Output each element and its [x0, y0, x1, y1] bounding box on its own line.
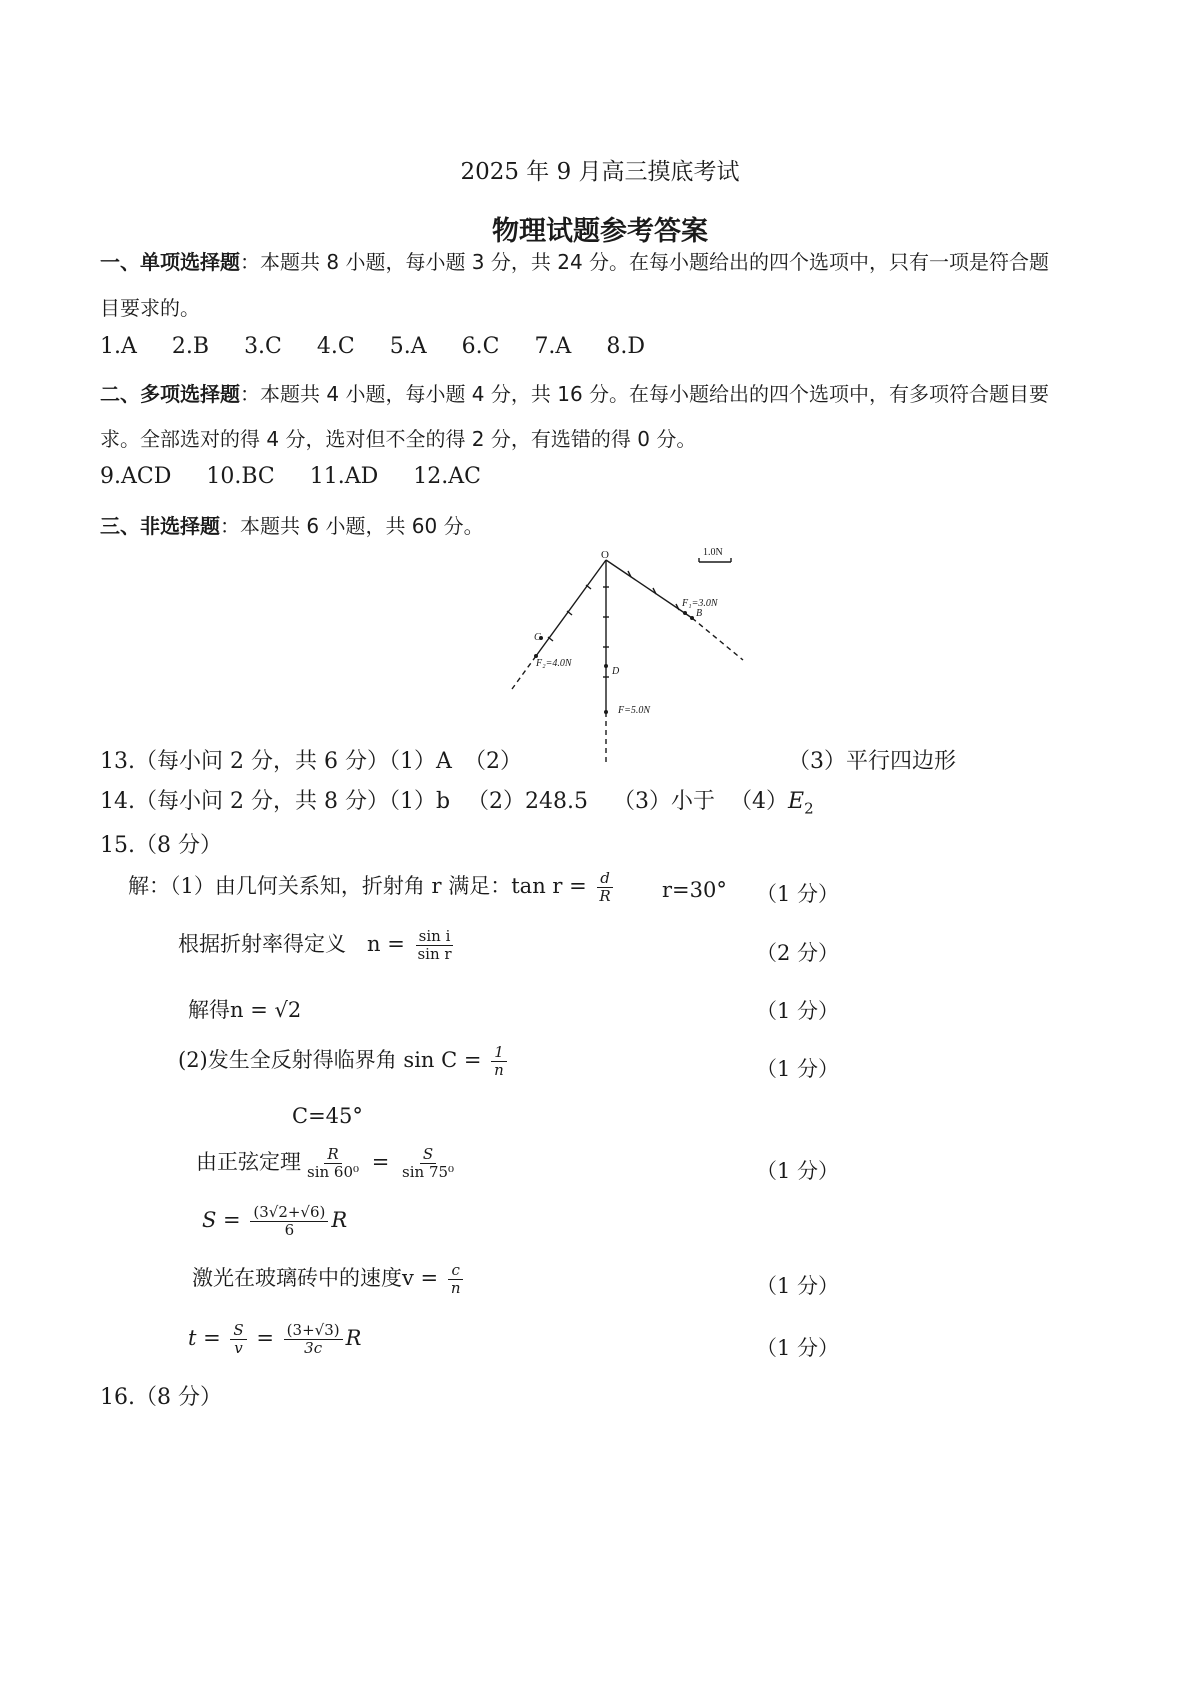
- fraction-numerator: (3+√3): [284, 1322, 343, 1340]
- q15-line2-text: 根据折射率得定义 n =: [178, 932, 405, 956]
- fraction-numerator: sin i: [416, 928, 454, 946]
- fraction-numerator: c: [448, 1262, 462, 1280]
- q15-line8: [192, 1262, 467, 1297]
- fraction-denominator: sin r: [417, 945, 452, 963]
- q14-part3: （3）小于: [613, 789, 716, 814]
- q15-line1-result: r=30°: [662, 878, 727, 902]
- q15-line9-tail: R: [345, 1326, 362, 1350]
- q16-head: 16.（8 分）: [100, 1385, 222, 1410]
- q15-line9-fraction-2: [284, 1322, 343, 1357]
- q15-line6-fraction-1: [304, 1146, 362, 1181]
- dashed-extension-left: [512, 656, 536, 689]
- answer-4: 4.C: [316, 334, 355, 359]
- q15-line1-fraction: [596, 870, 613, 905]
- section-1-line2: 目要求的。: [100, 296, 200, 320]
- label-f2: F₂=4.0N: [536, 658, 572, 669]
- fraction-numerator: (3√2+√6): [250, 1204, 328, 1222]
- fraction-denominator: sin 60⁰: [307, 1163, 360, 1181]
- q15-line4-fraction: [491, 1044, 507, 1079]
- answer-9: 9.ACD: [100, 464, 172, 489]
- point-d-dot: [604, 664, 608, 668]
- q13-head: 13.（每小问 2 分，共 6 分）（1）A: [100, 749, 452, 774]
- q15-line8-text: 激光在玻璃砖中的速度v =: [192, 1266, 439, 1290]
- label-f: F=5.0N: [618, 705, 651, 716]
- section-1-answers: [100, 334, 673, 359]
- q15-line3-score: （1 分）: [756, 999, 840, 1023]
- answer-1: 1.A: [100, 334, 137, 359]
- answer-12: 12.AC: [413, 464, 481, 489]
- q15-line9-text: t =: [188, 1326, 221, 1350]
- q15-line1-text: 解：（1）由几何关系知，折射角 r 满足：tan r =: [128, 874, 587, 898]
- q15-line7: [202, 1204, 347, 1239]
- answer-6: 6.C: [461, 334, 500, 359]
- fraction-numerator: 1: [491, 1044, 507, 1062]
- q15-line6-fraction-2: [399, 1146, 457, 1181]
- fraction-denominator: n: [450, 1279, 461, 1297]
- q15-line9-score: （1 分）: [756, 1336, 840, 1360]
- section-2-answers: [100, 464, 509, 489]
- q15-line4-text: (2)发生全反射得临界角 sin C =: [178, 1048, 482, 1072]
- q15-line6-equals: =: [371, 1150, 390, 1174]
- answer-7: 7.A: [534, 334, 572, 359]
- dashed-extension-right: [692, 618, 743, 660]
- section-3-intro: [100, 510, 484, 539]
- section-1-label: 一、单项选择题: [100, 250, 240, 274]
- q15-line8-fraction: [448, 1262, 464, 1297]
- f-end-dot: [604, 710, 608, 714]
- fraction-denominator: 3c: [304, 1339, 323, 1357]
- fraction-denominator: n: [494, 1061, 504, 1079]
- fraction-denominator: R: [599, 887, 611, 905]
- answer-3: 3.C: [244, 334, 282, 359]
- fraction-numerator: S: [230, 1322, 246, 1340]
- section-2-line1: ：本题共 4 小题，每小题 4 分，共 16 分。在每小题给出的四个选项中，有多项符合题目要: [240, 382, 1050, 406]
- q15-line3-text: 解得n = √2: [188, 998, 302, 1022]
- q14-part4-prefix: （4）: [730, 789, 789, 814]
- answer-2: 2.B: [171, 334, 210, 359]
- q15-line6: [196, 1146, 460, 1181]
- q15-line2-fraction: [414, 928, 454, 963]
- q15-line9: [188, 1322, 361, 1357]
- f1-end-dot: [690, 616, 694, 620]
- q15-line4: [178, 1044, 510, 1079]
- exam-title: 2025 年 9 月高三摸底考试: [460, 159, 740, 185]
- section-2-label: 二、多项选择题: [100, 382, 240, 406]
- answer-8: 8.D: [606, 334, 645, 359]
- label-d: D: [612, 666, 620, 677]
- q14-part4-e: E: [788, 789, 805, 814]
- q13-part3: （3）平行四边形: [788, 749, 956, 774]
- q15-line6-score: （1 分）: [756, 1159, 840, 1183]
- label-o: O: [601, 549, 609, 561]
- q14-part2: （2）248.5: [467, 789, 589, 814]
- force-line-f2: [536, 560, 606, 656]
- q15-line8-score: （1 分）: [756, 1274, 840, 1298]
- answer-5: 5.A: [389, 334, 427, 359]
- fraction-numerator: R: [324, 1146, 341, 1164]
- section-3-label: 三、非选择题: [100, 514, 220, 538]
- fraction-denominator: 6: [284, 1221, 295, 1239]
- section-2-intro: [100, 378, 1049, 407]
- point-b-dot: [683, 611, 687, 615]
- section-3-line1: ：本题共 6 小题，共 60 分。: [220, 514, 484, 538]
- q15-line1: [128, 870, 617, 905]
- q15-head: 15.（8 分）: [100, 833, 222, 858]
- section-1-intro: [100, 246, 1049, 275]
- label-b: B: [696, 608, 703, 619]
- section-1-line1: ：本题共 8 小题，每小题 3 分，共 24 分。在每小题给出的四个选项中，只有一项是符合题: [240, 250, 1050, 274]
- q15-line7-fraction: [250, 1204, 328, 1239]
- section-2-line2: 求。全部选对的得 4 分，选对但不全的得 2 分，有选错的得 0 分。: [100, 427, 697, 451]
- fraction-numerator: S: [420, 1146, 436, 1164]
- q13-part2: （2）: [464, 749, 522, 774]
- q15-line5-text: C=45°: [292, 1104, 363, 1128]
- q15-line7-tail: R: [331, 1208, 348, 1232]
- q15-line9-equals: =: [256, 1326, 274, 1350]
- q15-line9-fraction-1: [230, 1322, 246, 1357]
- answer-10: 10.BC: [206, 464, 275, 489]
- q15-line1-score: （1 分）: [756, 882, 840, 906]
- q15-line4-score: （1 分）: [756, 1057, 840, 1081]
- q15-line6-text: 由正弦定理: [196, 1150, 301, 1174]
- q15-line7-text: S =: [202, 1208, 241, 1232]
- label-scale: 1.0N: [703, 547, 723, 558]
- q14-part4-sub: 2: [804, 799, 814, 818]
- q15-line2: [178, 928, 458, 963]
- fraction-numerator: d: [597, 870, 613, 888]
- q15-line2-score: （2 分）: [756, 941, 840, 965]
- document-title: 物理试题参考答案: [492, 216, 708, 247]
- q14-head: 14.（每小问 2 分，共 8 分）（1）b: [100, 789, 451, 814]
- fraction-denominator: sin 75⁰: [402, 1163, 455, 1181]
- label-c: C: [534, 632, 541, 643]
- q14-line: [100, 784, 814, 817]
- force-parallelogram-diagram: [500, 540, 760, 770]
- answer-11: 11.AD: [309, 464, 379, 489]
- label-f1: F₁=3.0N: [682, 598, 718, 609]
- fraction-denominator: v: [234, 1339, 243, 1357]
